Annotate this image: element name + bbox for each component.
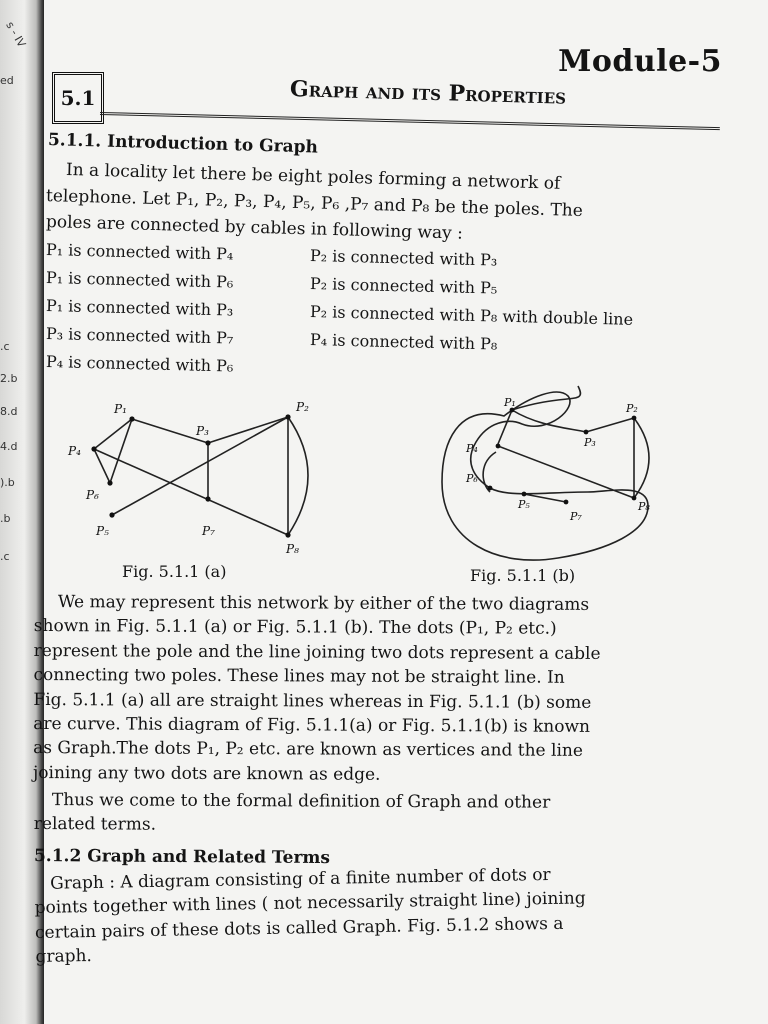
connection-item: P₂ is connected with P₈ with double line — [309, 302, 634, 329]
label-p3: P₃ — [196, 424, 209, 438]
vertex-p1 — [129, 416, 134, 421]
connection-item: P₁ is connected with P₆ — [45, 268, 234, 292]
label-p8: P₈ — [638, 500, 650, 513]
paragraph-line: shown in Fig. 5.1.1 (a) or Fig. 5.1.1 (b). The dots (P₁, P₂ etc.) — [33, 616, 557, 640]
edge-mark: ed — [0, 74, 14, 87]
paragraph-line: points together with lines ( not necessarily straight line) joining — [34, 888, 586, 919]
edge-p2-p8-curve — [288, 417, 308, 535]
label-p2: P₂ — [626, 402, 638, 415]
label-p4: P₄ — [466, 442, 478, 455]
edge-mark: ).b — [0, 476, 15, 489]
module-title: Module-5 — [558, 44, 722, 79]
vertex-p7 — [205, 496, 210, 501]
intro-line: telephone. Let P₁, P₂, P₃, P₄, P₅, P₆ ,P₇ and P₈ be the poles. The — [45, 186, 584, 221]
edge-p2-p8-curve — [634, 418, 649, 498]
edge-p2-p3 — [586, 418, 634, 432]
intro-line: In a locality let there be eight poles forming a network of — [65, 160, 561, 194]
figure-a-graph — [60, 395, 330, 565]
label-p6: P₆ — [466, 472, 478, 485]
edge-p4-p6 — [94, 449, 110, 483]
vertex-p5 — [109, 512, 114, 517]
vertex-p4 — [496, 444, 501, 449]
edge-mark: 8.d — [0, 405, 18, 418]
vertex-p6 — [107, 480, 112, 485]
edge-p4-p8 — [94, 449, 288, 535]
vertex-p6 — [488, 486, 493, 491]
figure-b-graph — [438, 382, 688, 572]
label-p7: P₇ — [570, 510, 582, 523]
vertex-p4 — [91, 446, 96, 451]
label-p4: P₄ — [68, 444, 81, 458]
connection-item: P₃ is connected with P₇ — [45, 324, 234, 348]
connection-item: P₄ is connected with P₈ — [309, 330, 498, 354]
paragraph-graph-definition — [34, 860, 736, 970]
paragraph-line: as Graph.The dots P₁, P₂ etc. are known as vertices and the line — [33, 738, 583, 762]
figure-a-caption: Fig. 5.1.1 (a) — [122, 562, 227, 581]
vertex-p8 — [632, 496, 637, 501]
paragraph-line: Graph : A diagram consisting of a finite number of dots or — [50, 864, 551, 894]
paragraph-line: joining any two dots are known as edge. — [32, 762, 381, 785]
chapter-number-box: 5.1 — [52, 72, 104, 124]
connection-item: P₁ is connected with P₃ — [45, 296, 234, 320]
vertex-p5 — [522, 492, 527, 497]
label-p3: P₃ — [584, 436, 596, 449]
edge-mark: .c — [0, 340, 10, 353]
vertex-p3 — [205, 440, 210, 445]
label-p2: P₂ — [296, 400, 309, 414]
edge-p1-p3 — [512, 410, 586, 432]
paragraph-line: related terms. — [33, 814, 157, 836]
section-heading-related-terms: 5.1.2 Graph and Related Terms — [33, 846, 331, 869]
paragraph-line: connecting two poles. These lines may not be straight line. In — [33, 665, 565, 688]
paragraph-formal-definition-intro — [34, 788, 734, 840]
paragraph-line: represent the pole and the line joining two dots represent a cable — [33, 640, 601, 664]
edge-mark: 4.d — [0, 440, 18, 453]
label-p5: P₅ — [96, 524, 109, 538]
label-p1: P₁ — [504, 396, 516, 409]
vertex-p3 — [584, 430, 589, 435]
chapter-title: Graph and its Properties — [289, 76, 567, 110]
edge-mark: s - IV — [3, 19, 29, 50]
paragraph-line: Thus we come to the formal definition of Graph and other — [51, 790, 551, 813]
label-p5: P₅ — [518, 498, 530, 511]
vertex-p7 — [564, 500, 569, 505]
paragraph-line: graph. — [35, 946, 93, 968]
intro-line: poles are connected by cables in following way : — [45, 212, 464, 244]
paragraph-line: We may represent this network by either of the two diagrams — [57, 592, 590, 615]
edge-mark: .c — [0, 550, 10, 563]
edge-p1-p6-curve — [512, 386, 580, 410]
label-p7: P₇ — [202, 524, 215, 538]
connection-item: P₁ is connected with P₄ — [45, 240, 234, 264]
vertex-p2 — [632, 416, 637, 421]
paragraph-line: certain pairs of these dots is called Graph. Fig. 5.1.2 shows a — [34, 913, 564, 943]
vertex-p2 — [285, 414, 290, 419]
figure-b-caption: Fig. 5.1.1 (b) — [470, 566, 576, 585]
paragraph-line: are curve. This diagram of Fig. 5.1.1(a) or Fig. 5.1.1(b) is known — [33, 714, 591, 737]
paragraph-line: Fig. 5.1.1 (a) all are straight lines whereas in Fig. 5.1.1 (b) some — [33, 689, 592, 713]
label-p6: P₆ — [86, 488, 99, 502]
connection-item: P₂ is connected with P₃ — [309, 246, 498, 270]
paragraph-graph-representation — [33, 590, 734, 789]
section-heading-intro: 5.1.1. Introduction to Graph — [47, 130, 319, 158]
connection-item: P₄ is connected with P₆ — [45, 352, 234, 376]
vertex-p8 — [285, 532, 290, 537]
label-p1: P₁ — [114, 402, 127, 416]
edge-p4-p8 — [498, 446, 634, 498]
edge-p5-p7 — [524, 494, 566, 502]
header-rule — [100, 112, 720, 130]
edge-mark: .b — [0, 512, 11, 525]
label-p8: P₈ — [286, 542, 299, 556]
edge-mark: 2.b — [0, 372, 18, 385]
connection-item: P₂ is connected with P₅ — [309, 274, 498, 298]
